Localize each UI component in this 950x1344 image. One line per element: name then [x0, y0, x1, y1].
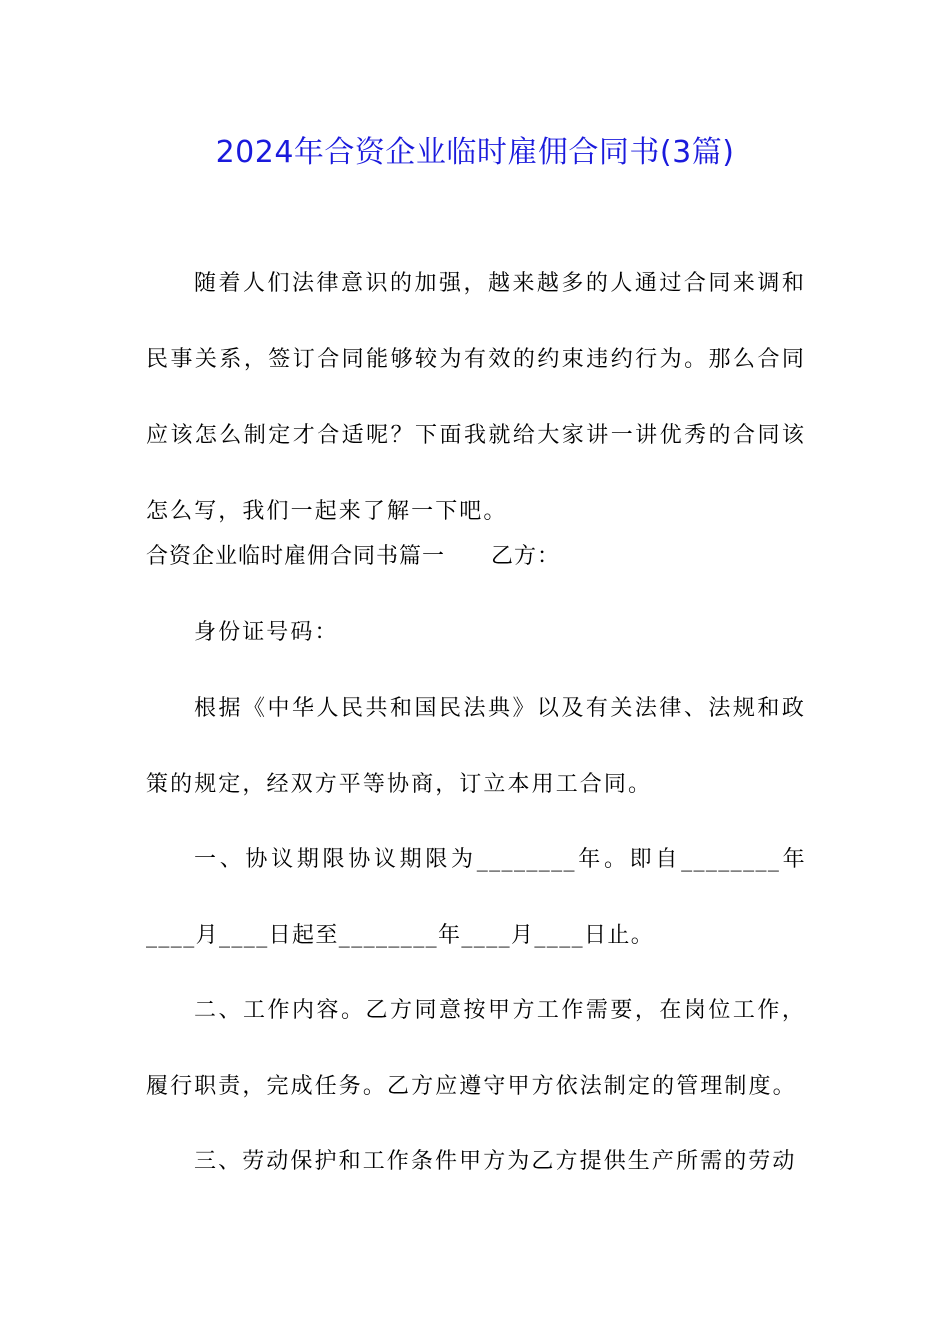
term-clause-paragraph: 一、协议期限协议期限为________年。即自________年____月____日起至________年____月____日止。 — [146, 847, 806, 948]
id-number-paragraph: 身份证号码： — [194, 620, 339, 645]
work-content-clause-paragraph: 二、工作内容。乙方同意按甲方工作需要，在岗位工作，履行职责，完成任务。乙方应遵守甲方依法制定的管理制度。 — [146, 998, 806, 1099]
document-title: 2024年合资企业临时雇佣合同书(3篇) — [215, 135, 735, 170]
labor-protection-clause-paragraph: 三、劳动保护和工作条件甲方为乙方提供生产所需的劳动 — [194, 1149, 797, 1174]
legal-basis-paragraph: 根据《中华人民共和国民法典》以及有关法律、法规和政策的规定，经双方平等协商，订立本用工合同。 — [146, 696, 806, 797]
intro-paragraph: 随着人们法律意识的加强，越来越多的人通过合同来调和民事关系，签订合同能够较为有效的约束违约行为。那么合同应该怎么制定才合适呢？下面我就给大家讲一讲优秀的合同该怎么写，我们一起来了解一下吧。 — [146, 271, 806, 524]
section-heading-paragraph: 合资企业临时雇佣合同书篇一 乙方： — [146, 544, 561, 569]
